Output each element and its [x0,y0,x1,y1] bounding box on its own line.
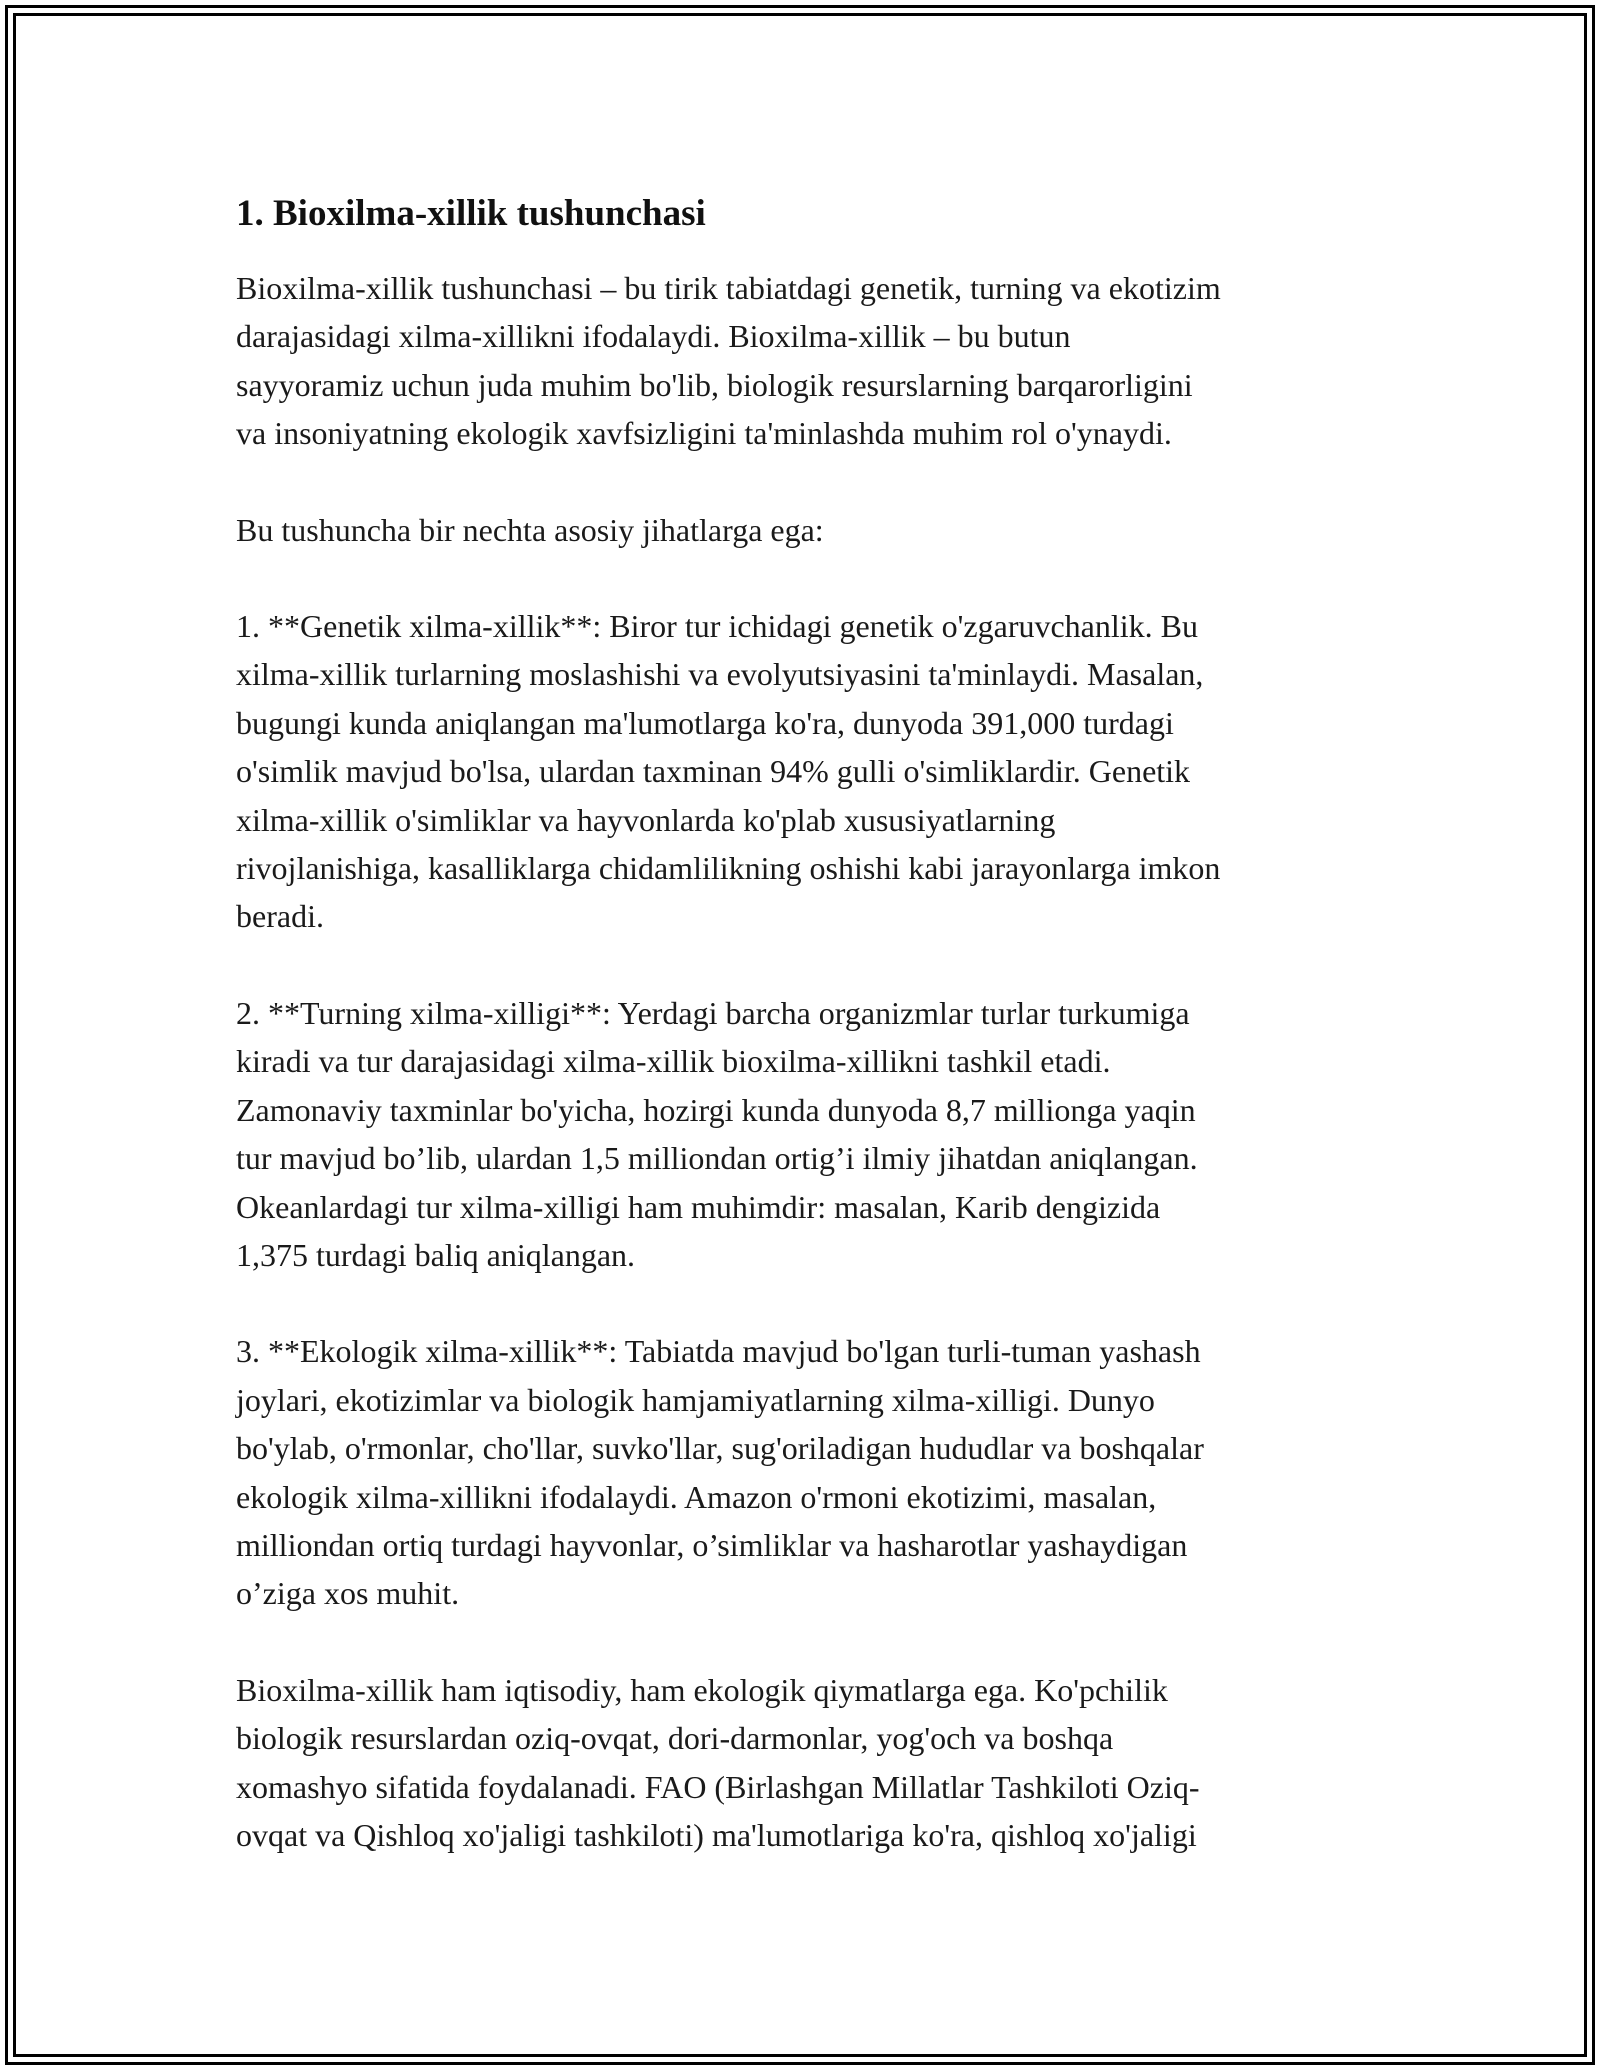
document-body [236,186,1366,1907]
paragraph-genetic-diversity: 1. **Genetik xilma-xillik**: Biror tur ichidagi genetik o'zgaruvchanlik. Bu xilma-xillik turlarning moslashishi va evolyutsiyasini ta'minlaydi. Masalan, bugungi kunda aniqlangan ma'lumotlarga ko'ra, dunyoda 391,000 turdagi o'simlik mavjud bo'lsa, ulardan taxminan 94% gulli o'simliklardir. Genetik xilma-xillik o'simliklar va hayvonlarda ko'plab xususiyatlarning rivojlanishiga, kasalliklarga chidamlilikning oshishi kabi jarayonlarga imkon beradi. [236,608,1221,935]
paragraph-aspects-intro: Bu tushuncha bir nechta asosiy jihatlarga ega: [236,511,824,548]
section-heading: 1. Bioxilma-xillik tushunchasi [236,193,706,234]
paragraph-species-diversity: 2. **Turning xilma-xilligi**: Yerdagi barcha organizmlar turlar turkumiga kiradi va tur darajasidagi xilma-xillik bioxilma-xillikni tashkil etadi. Zamonaviy taxminlar bo'yicha, hozirgi kunda dunyoda 8,7 millionga yaqin tur mavjud bo’lib, ulardan 1,5 milliondan ortig’i ilmiy jihatdan aniqlangan. Okeanlardagi tur xilma-xilligi ham muhimdir: masalan, Karib dengizida 1,375 turdagi baliq aniqlangan. [236,994,1198,1273]
paragraph-intro: Bioxilma-xillik tushunchasi – bu tirik tabiatdagi genetik, turning va ekotizim darajasidagi xilma-xillikni ifodalaydi. Bioxilma-xillik – bu butun sayyoramiz uchun juda muhim bo'lib, biologik resurslarning barqarorligini va insoniyatning ekologik xavfsizligini ta'minlashda muhim rol o'ynaydi. [236,270,1221,452]
paragraph-ecological-diversity: 3. **Ekologik xilma-xillik**: Tabiatda mavjud bo'lgan turli-tuman yashash joylari, ekotizimlar va biologik hamjamiyatlarning xilma-xilligi. Dunyo bo'ylab, o'rmonlar, cho'llar, suvko'llar, sug'oriladigan hududlar va boshqalar ekologik xilma-xillikni ifodalaydi. Amazon o'rmoni ekotizimi, masalan, milliondan ortiq turdagi hayvonlar, o’simliklar va hasharotlar yashaydigan o’ziga xos muhit. [236,1333,1204,1612]
paragraph-economic-value: Bioxilma-xillik ham iqtisodiy, ham ekologik qiymatlarga ega. Ko'pchilik biologik resurslardan oziq-ovqat, dori-darmonlar, yog'och va boshqa xomashyo sifatida foydalanadi. FAO (Birlashgan Millatlar Tashkiloti Oziq- ovqat va Qishloq xo'jaligi tashkiloti) ma'lumotlariga ko'ra, qishloq xo'jaligi [236,1671,1200,1853]
